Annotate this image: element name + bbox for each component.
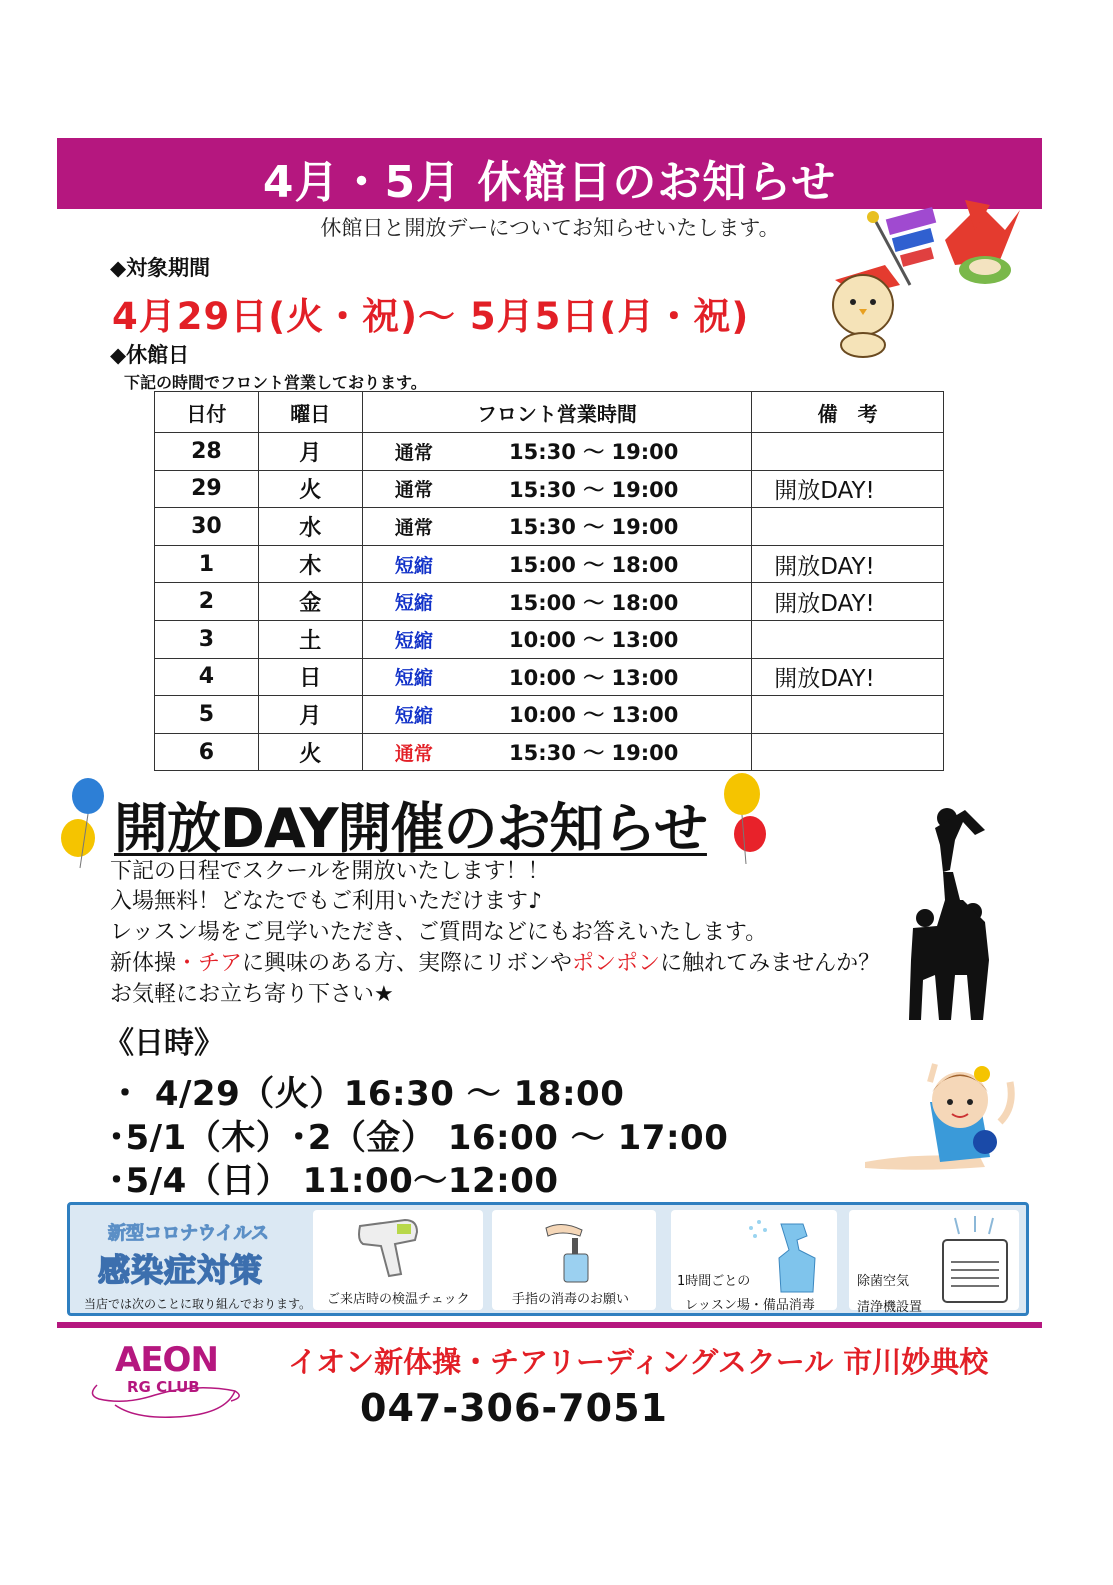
row-date: 6 [155, 733, 259, 771]
row-note [752, 433, 944, 471]
row-note: 開放DAY! [752, 658, 944, 696]
table-row [155, 433, 944, 471]
air-purifier-icon [935, 1214, 1015, 1306]
page-subtitle: 休館日と開放デーについてお知らせいたします。 [320, 216, 780, 240]
covid-card-disinfect [671, 1210, 837, 1313]
row-dow: 火 [258, 470, 362, 508]
page-title: 4月・5月 休館日のお知らせ [262, 157, 837, 208]
row-kind: 短縮 [362, 658, 465, 696]
row-kind: 短縮 [362, 545, 465, 583]
row-dow: 木 [258, 545, 362, 583]
open-day-title: 開放DAY開催のお知らせ [114, 797, 707, 860]
row-time: 15:30 ～ 19:00 [465, 470, 752, 508]
covid-card-caption-2: レッスン場・備品消毒 [685, 1298, 815, 1313]
covid-card-caption-1: 1時間ごとの [677, 1274, 751, 1289]
row-kind: 通常 [362, 508, 465, 546]
row-time: 15:00 ～ 18:00 [465, 545, 752, 583]
row-date: 30 [155, 508, 259, 546]
period-value: 4月29日(火・祝)～ 5月5日(月・祝) [112, 295, 750, 338]
footer-divider [57, 1322, 1042, 1328]
kabuto-illustration [815, 185, 1025, 365]
covid-measures-panel [67, 1202, 1029, 1316]
row-date: 3 [155, 620, 259, 658]
open-day-line-2: 入場無料！どなたでもご利用いただけます♪ [110, 889, 543, 914]
open-day-line-3: レッスン場をご見学いただき、ご質問などにもお答えいたします。 [110, 920, 768, 945]
row-dow: 火 [258, 733, 362, 771]
row-note [752, 733, 944, 771]
row-date: 1 [155, 545, 259, 583]
gymnast-girl-illustration [860, 1062, 1025, 1177]
col-date: 日付 [155, 392, 259, 433]
table-row [155, 545, 944, 583]
table-row [155, 583, 944, 621]
closure-note: 下記の時間でフロント営業しております。 [124, 373, 427, 392]
row-note: 開放DAY! [752, 545, 944, 583]
table-row [155, 620, 944, 658]
cheer-silhouette-illustration [905, 800, 1000, 1025]
col-front-hours: フロント営業時間 [362, 392, 751, 433]
period-label: ◆対象期間 [110, 256, 211, 280]
aeon-logo: AEON [115, 1340, 218, 1380]
table-row [155, 508, 944, 546]
covid-card-caption-1: 除菌空気 [857, 1274, 910, 1289]
row-kind: 通常 [362, 733, 465, 771]
text-highlight-pompom: ポンポン [572, 951, 661, 976]
row-kind: 短縮 [362, 696, 465, 734]
row-dow: 金 [258, 583, 362, 621]
schedule-item: ･5/4（日） 11:00～12:00 [108, 1161, 559, 1201]
open-day-line-1: 下記の日程でスクールを開放いたします！！ [110, 859, 550, 884]
hours-table [154, 391, 944, 771]
text-segment: に興味のある方、実際にリボンや [242, 951, 573, 976]
row-kind: 通常 [362, 433, 465, 471]
row-time: 15:30 ～ 19:00 [465, 433, 752, 471]
hand-sanitizer-icon [542, 1216, 612, 1284]
table-row [155, 470, 944, 508]
row-time: 15:00 ～ 18:00 [465, 583, 752, 621]
balloons-left-illustration [58, 778, 108, 873]
row-time: 10:00 ～ 13:00 [465, 696, 752, 734]
row-time: 15:30 ～ 19:00 [465, 508, 752, 546]
schedule-label: 《日時》 [104, 1026, 224, 1061]
text-segment: 新体操 [110, 951, 177, 976]
spray-bottle-icon [741, 1214, 831, 1294]
row-note [752, 620, 944, 658]
row-kind: 短縮 [362, 583, 465, 621]
row-dow: 日 [258, 658, 362, 696]
row-dow: 土 [258, 620, 362, 658]
open-day-line-4 [110, 948, 880, 979]
phone-number: 047-306-7051 [360, 1386, 668, 1430]
row-kind: 短縮 [362, 620, 465, 658]
table-row [155, 696, 944, 734]
row-note [752, 508, 944, 546]
row-dow: 月 [258, 696, 362, 734]
row-date: 28 [155, 433, 259, 471]
col-dow: 曜日 [258, 392, 362, 433]
row-note [752, 696, 944, 734]
table-header-row [155, 392, 944, 433]
thermometer-gun-icon [355, 1216, 435, 1280]
col-notes: 備 考 [752, 392, 944, 433]
covid-card-air-purifier [849, 1210, 1019, 1315]
covid-card-caption: 手指の消毒のお願い [512, 1292, 630, 1307]
covid-big-heading: 感染症対策 [98, 1251, 264, 1289]
row-note: 開放DAY! [752, 470, 944, 508]
covid-card-caption: ご来店時の検温チェック [327, 1292, 470, 1307]
row-date: 2 [155, 583, 259, 621]
covid-heading [80, 1209, 312, 1311]
row-dow: 月 [258, 433, 362, 471]
row-date: 5 [155, 696, 259, 734]
row-date: 4 [155, 658, 259, 696]
rg-club-logo: RG CLUB [127, 1378, 200, 1396]
row-time: 10:00 ～ 13:00 [465, 658, 752, 696]
covid-note: 当店では次のことに取り組んでおります。 [84, 1297, 312, 1311]
row-time: 10:00 ～ 13:00 [465, 620, 752, 658]
closure-label: ◆休館日 [110, 343, 190, 367]
row-dow: 水 [258, 508, 362, 546]
covid-card-sanitizer [492, 1210, 656, 1310]
schedule-item: ・ 4/29（火）16:30 ～ 18:00 [108, 1074, 625, 1114]
row-kind: 通常 [362, 470, 465, 508]
covid-small-heading: 新型コロナウイルス [108, 1223, 269, 1244]
text-segment: に触れてみませんか？ [660, 951, 881, 976]
open-day-line-5: お気軽にお立ち寄り下さい★ [110, 982, 394, 1007]
row-date: 29 [155, 470, 259, 508]
row-note: 開放DAY! [752, 583, 944, 621]
schedule-item: ･5/1（木）･2（金） 16:00 ～ 17:00 [108, 1118, 729, 1158]
table-row [155, 733, 944, 771]
text-highlight-cheer: ・チア [176, 951, 243, 976]
row-time: 15:30 ～ 19:00 [465, 733, 752, 771]
covid-card-caption-2: 清浄機設置 [857, 1300, 923, 1315]
table-row [155, 658, 944, 696]
balloons-right-illustration [716, 772, 776, 867]
covid-card-temperature [313, 1210, 483, 1310]
school-name: イオン新体操・チアリーディングスクール 市川妙典校 [288, 1345, 989, 1379]
